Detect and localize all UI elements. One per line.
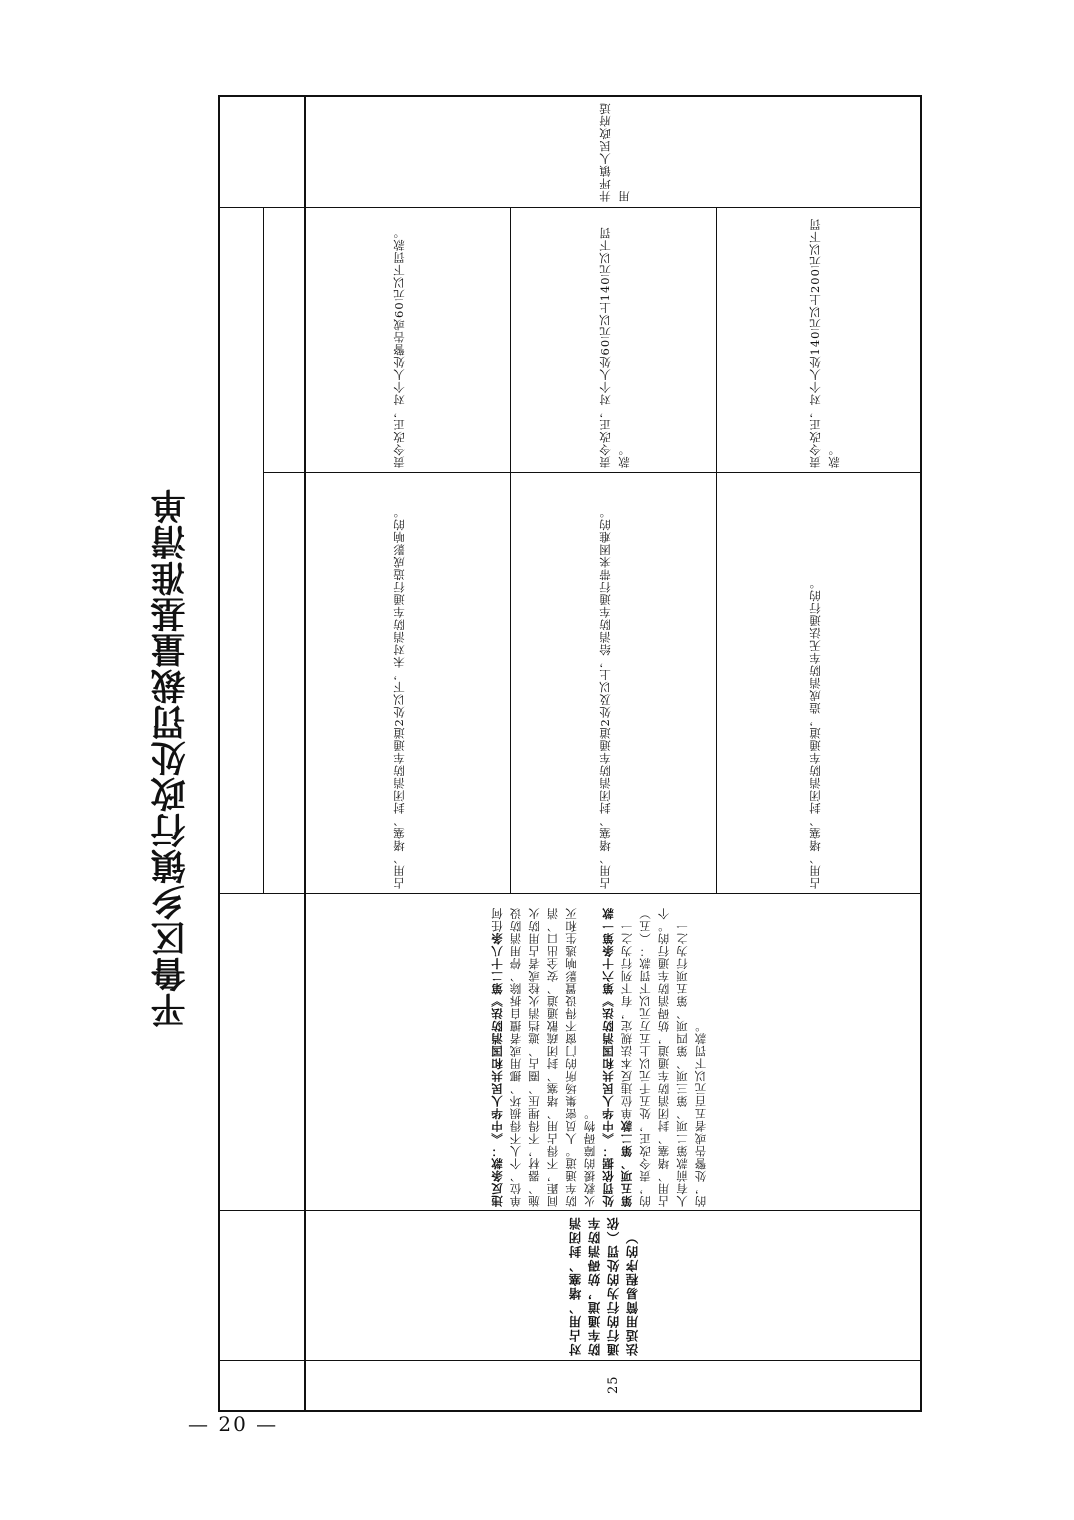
penalty-basis-text: 单位违反本法规定，有下列行为之一的，责令改正，处五千元以上五万元以下罚款：（五）占用、堵塞、封闭消防车通道，妨碍消防车通行的。个人有前款第二项、第三项、第四项、第五项行为之一的，处警告或者五百元以下罚款。 (619, 907, 708, 1207)
applicable-body: 井坪镇人民政府适用 (598, 102, 631, 202)
level-2-circumstance: 占用、堵塞、封闭消防车通道2处及以上，给消防车通行带来困难的。 (598, 505, 612, 889)
legal-basis (488, 897, 744, 1207)
level-3-circumstance: 占用、堵塞、封闭消防车通道，造成消防车无法通行的。 (808, 576, 822, 889)
law-basis-title: 《中华人民共和国消防法》第二十八条 (490, 932, 504, 1145)
law-basis-text: 任何单位、个人不得损坏、挪用或者擅自拆除、停用消防设施、器材，不得埋压、圈占、遮挡消火栓或者占用防火间距，不得占用、堵塞、封闭疏散通道、安全出口、消防车通道。人员密集场所的门窗不得设置影响逃生和灭火救援的障碍物。 (490, 907, 597, 1207)
page-number: — 20 — (188, 1412, 279, 1436)
level-1-standard: 责令改正，对个人处警告或60元以下罚款。 (392, 226, 406, 468)
page-title: 平鲁区乡镇行政处罚裁量基准清单 (150, 488, 191, 1028)
seq-number: 25 (606, 1375, 621, 1395)
level-1-circumstance: 占用、堵塞、封闭消防车通道2处以下，未对消防车通行造成影响的。 (392, 505, 406, 889)
penalty-basis-label: 处罚依据： (601, 1144, 615, 1207)
law-basis-label: 违反条款： (490, 1144, 504, 1207)
penalty-item: 对占用、堵塞、封闭消防车通道，妨碍消防车通行的行为的处罚（依法适用简易程序的） (568, 1216, 640, 1356)
level-2-standard: 责令改正，对个人处60元以上140元以下罚款。 (598, 226, 631, 468)
level-3-standard: 责令改正，对个人处140元以上200元以下罚款。 (808, 218, 841, 468)
penalty-basis-title: 《中华人民共和国消防法》第六十条第一款第五项、第二款 (601, 907, 634, 1207)
